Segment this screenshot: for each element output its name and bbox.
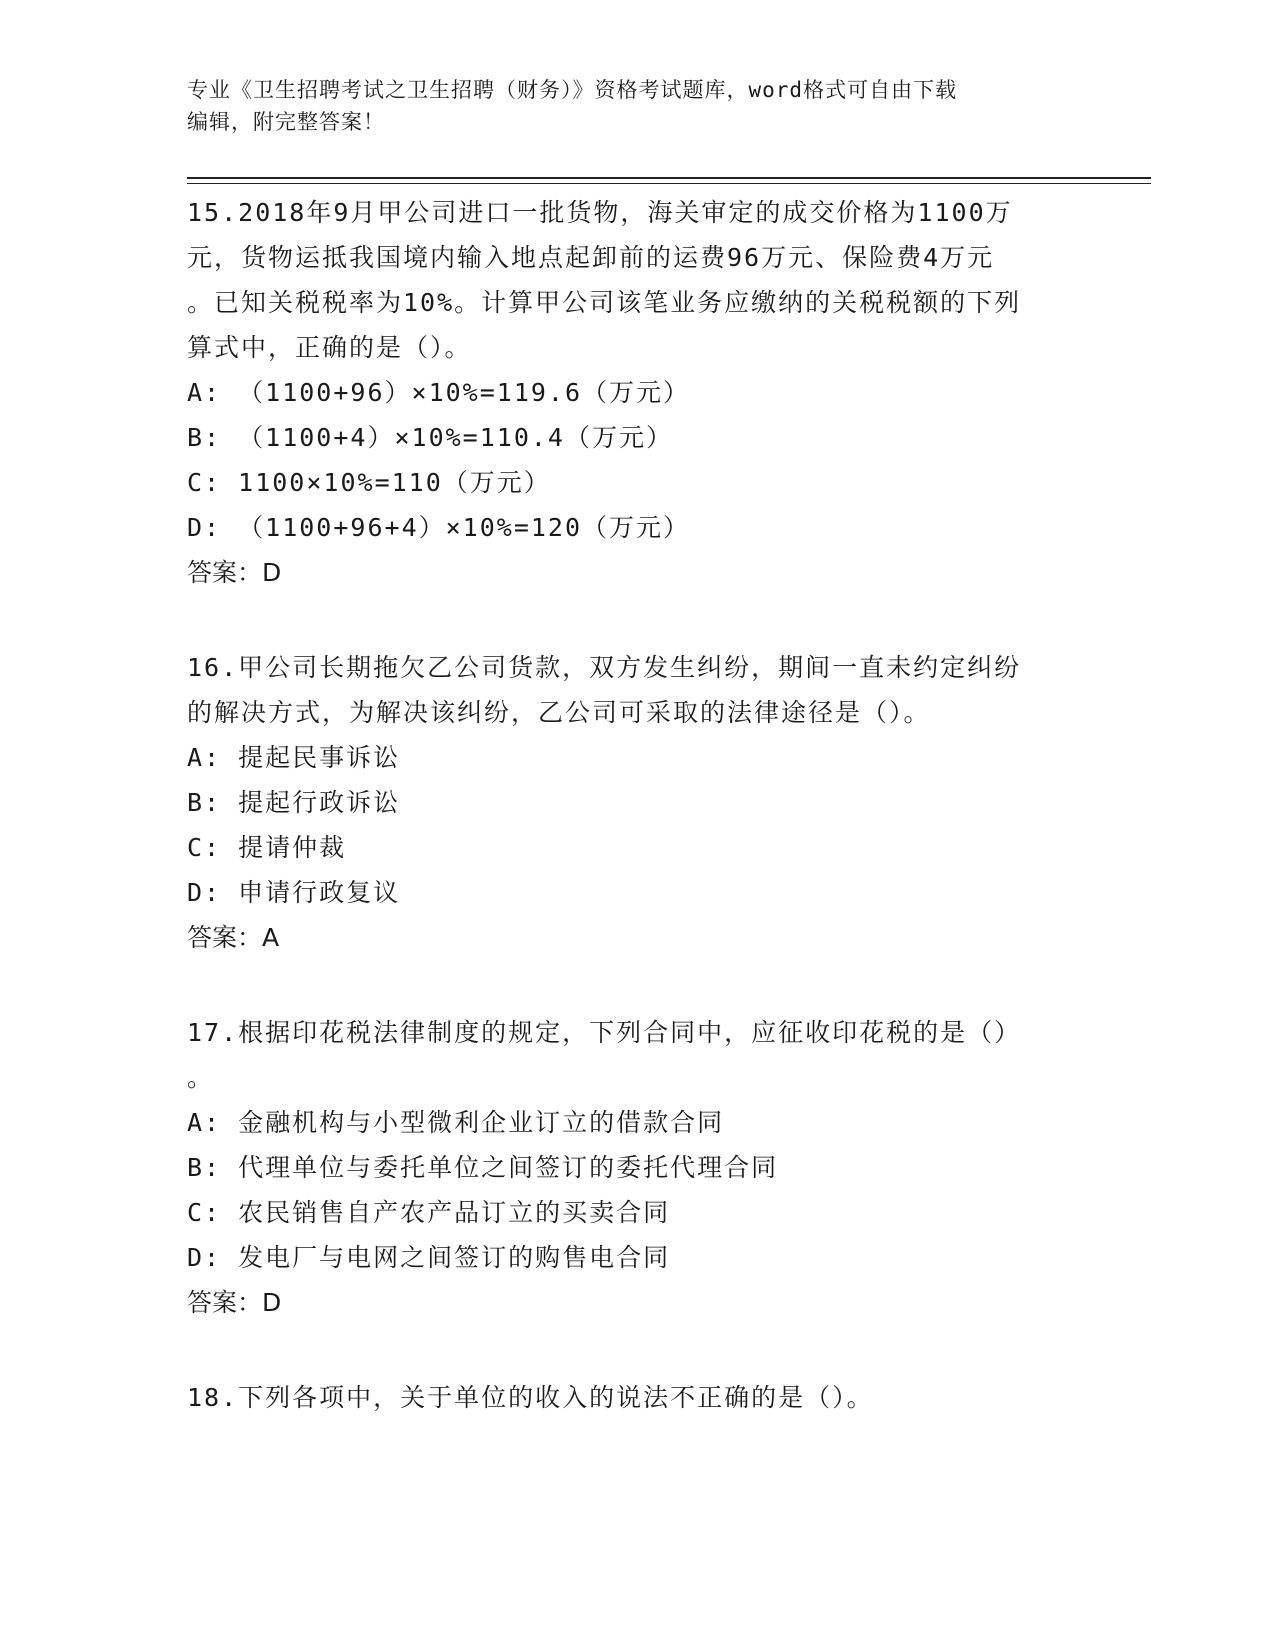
- answer: 答案：A: [187, 923, 280, 952]
- answer: 答案：D: [187, 558, 282, 587]
- header-line-1: 专业《卫生招聘考试之卫生招聘（财务）》资格考试题库，word格式可自由下载: [187, 78, 958, 102]
- question-stem-line: 16.甲公司长期拖欠乙公司货款，双方发生纠纷，期间一直未约定纠纷: [187, 653, 1022, 682]
- question-stem-line: 15.2018年9月甲公司进口一批货物，海关审定的成交价格为1100万: [187, 198, 1013, 227]
- question-stem-line: 18.下列各项中，关于单位的收入的说法不正确的是（）。: [187, 1383, 874, 1412]
- option-c: C: 农民销售自产农产品订立的买卖合同: [187, 1198, 671, 1227]
- question-15: [187, 190, 1087, 595]
- option-a: A: 金融机构与小型微利企业订立的借款合同: [187, 1108, 725, 1137]
- question-stem-line: 17.根据印花税法律制度的规定，下列合同中，应征收印花税的是（）: [187, 1018, 1022, 1047]
- header-divider-thin: [187, 183, 1151, 184]
- option-d: D: 申请行政复议: [187, 878, 401, 907]
- question-stem-line: 元，货物运抵我国境内输入地点起卸前的运费96万元、保险费4万元: [187, 243, 995, 272]
- option-b: B: 提起行政诉讼: [187, 788, 401, 817]
- header-divider-thick: [187, 177, 1151, 179]
- option-a: A: （1100+96）×10%=119.6（万元）: [187, 378, 691, 407]
- question-stem-line: 的解决方式，为解决该纠纷，乙公司可采取的法律途径是（）。: [187, 698, 931, 727]
- option-c: C: 提请仲裁: [187, 833, 347, 862]
- option-b: B: 代理单位与委托单位之间签订的委托代理合同: [187, 1153, 779, 1182]
- option-d: D: （1100+96+4）×10%=120（万元）: [187, 513, 691, 542]
- option-a: A: 提起民事诉讼: [187, 743, 401, 772]
- question-16: [187, 645, 1087, 960]
- question-18: [187, 1375, 1087, 1420]
- question-17: [187, 1010, 1087, 1325]
- option-b: B: （1100+4）×10%=110.4（万元）: [187, 423, 673, 452]
- answer: 答案：D: [187, 1288, 282, 1317]
- document-header: [187, 74, 1087, 138]
- option-d: D: 发电厂与电网之间签订的购售电合同: [187, 1243, 671, 1272]
- question-stem-line: 。: [187, 1063, 215, 1092]
- question-stem-line: 算式中，正确的是（）。: [187, 333, 472, 362]
- header-line-2: 编辑，附完整答案！: [187, 110, 385, 134]
- question-stem-line: 。已知关税税率为10%。计算甲公司该笔业务应缴纳的关税税额的下列: [187, 288, 1022, 317]
- option-c: C: 1100×10%=110（万元）: [187, 468, 551, 497]
